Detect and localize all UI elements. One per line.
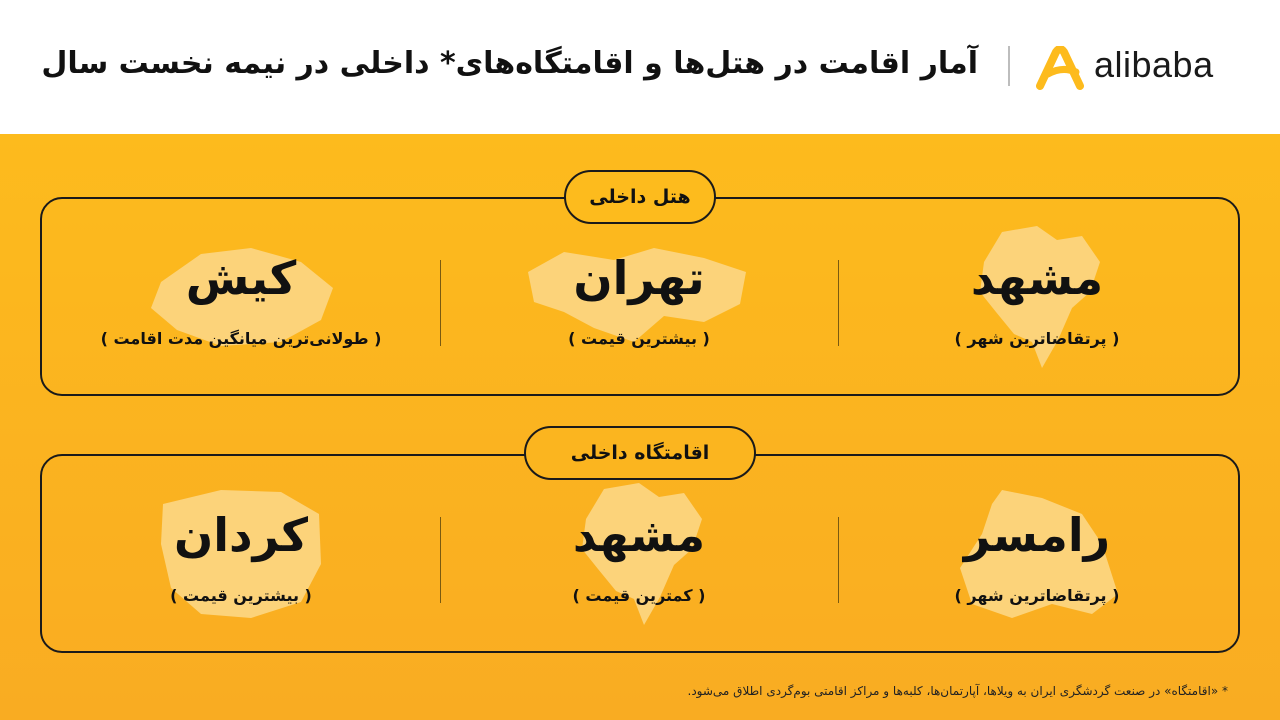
- hotel-item-1: [838, 199, 1236, 394]
- city-name: تهران: [573, 251, 705, 305]
- stay-item-1: [838, 456, 1236, 651]
- stay-item-2: [440, 456, 838, 651]
- column-divider: [440, 517, 441, 603]
- city-name: کردان: [173, 508, 308, 562]
- hotel-item-2: [440, 199, 838, 394]
- hotel-item-3: [42, 199, 440, 394]
- section-label-stay: اقامتگاه داخلی: [524, 426, 756, 480]
- page-title: آمار اقامت در هتل‌ها و اقامتگاه‌های* داخلی در نیمه نخست سال: [41, 46, 978, 81]
- city-caption: ( پرتقاضاترین شهر ): [954, 329, 1120, 348]
- column-divider: [838, 260, 839, 346]
- footnote: * «اقامتگاه» در صنعت گردشگری ایران به ویلاها، آپارتمان‌ها، کلبه‌ها و مراکز اقامتی بوم‌گردی اطلاق می‌شود.: [687, 684, 1228, 698]
- city-caption: ( کمترین قیمت ): [572, 586, 706, 605]
- column-divider: [440, 260, 441, 346]
- city-name: رامسر: [963, 508, 1111, 562]
- header: [0, 0, 1280, 134]
- city-caption: ( طولانی‌ترین میانگین مدت اقامت ): [100, 329, 382, 348]
- section-label-hotel: هتل داخلی: [564, 170, 716, 224]
- city-name: کیش: [185, 251, 297, 305]
- column-divider: [838, 517, 839, 603]
- city-name: مشهد: [970, 251, 1104, 305]
- city-caption: ( بیشترین قیمت ): [170, 586, 312, 605]
- alibaba-logo[interactable]: [1036, 44, 1236, 92]
- city-name: مشهد: [572, 508, 706, 562]
- city-caption: ( بیشترین قیمت ): [568, 329, 710, 348]
- main-content: [0, 134, 1280, 720]
- header-divider: [1008, 46, 1010, 86]
- stay-panel: [40, 454, 1240, 653]
- logo-text: alibaba: [1094, 44, 1214, 85]
- city-caption: ( پرتقاضاترین شهر ): [954, 586, 1120, 605]
- hotel-panel: [40, 197, 1240, 396]
- alibaba-logo-icon: [1036, 46, 1084, 90]
- stay-item-3: [42, 456, 440, 651]
